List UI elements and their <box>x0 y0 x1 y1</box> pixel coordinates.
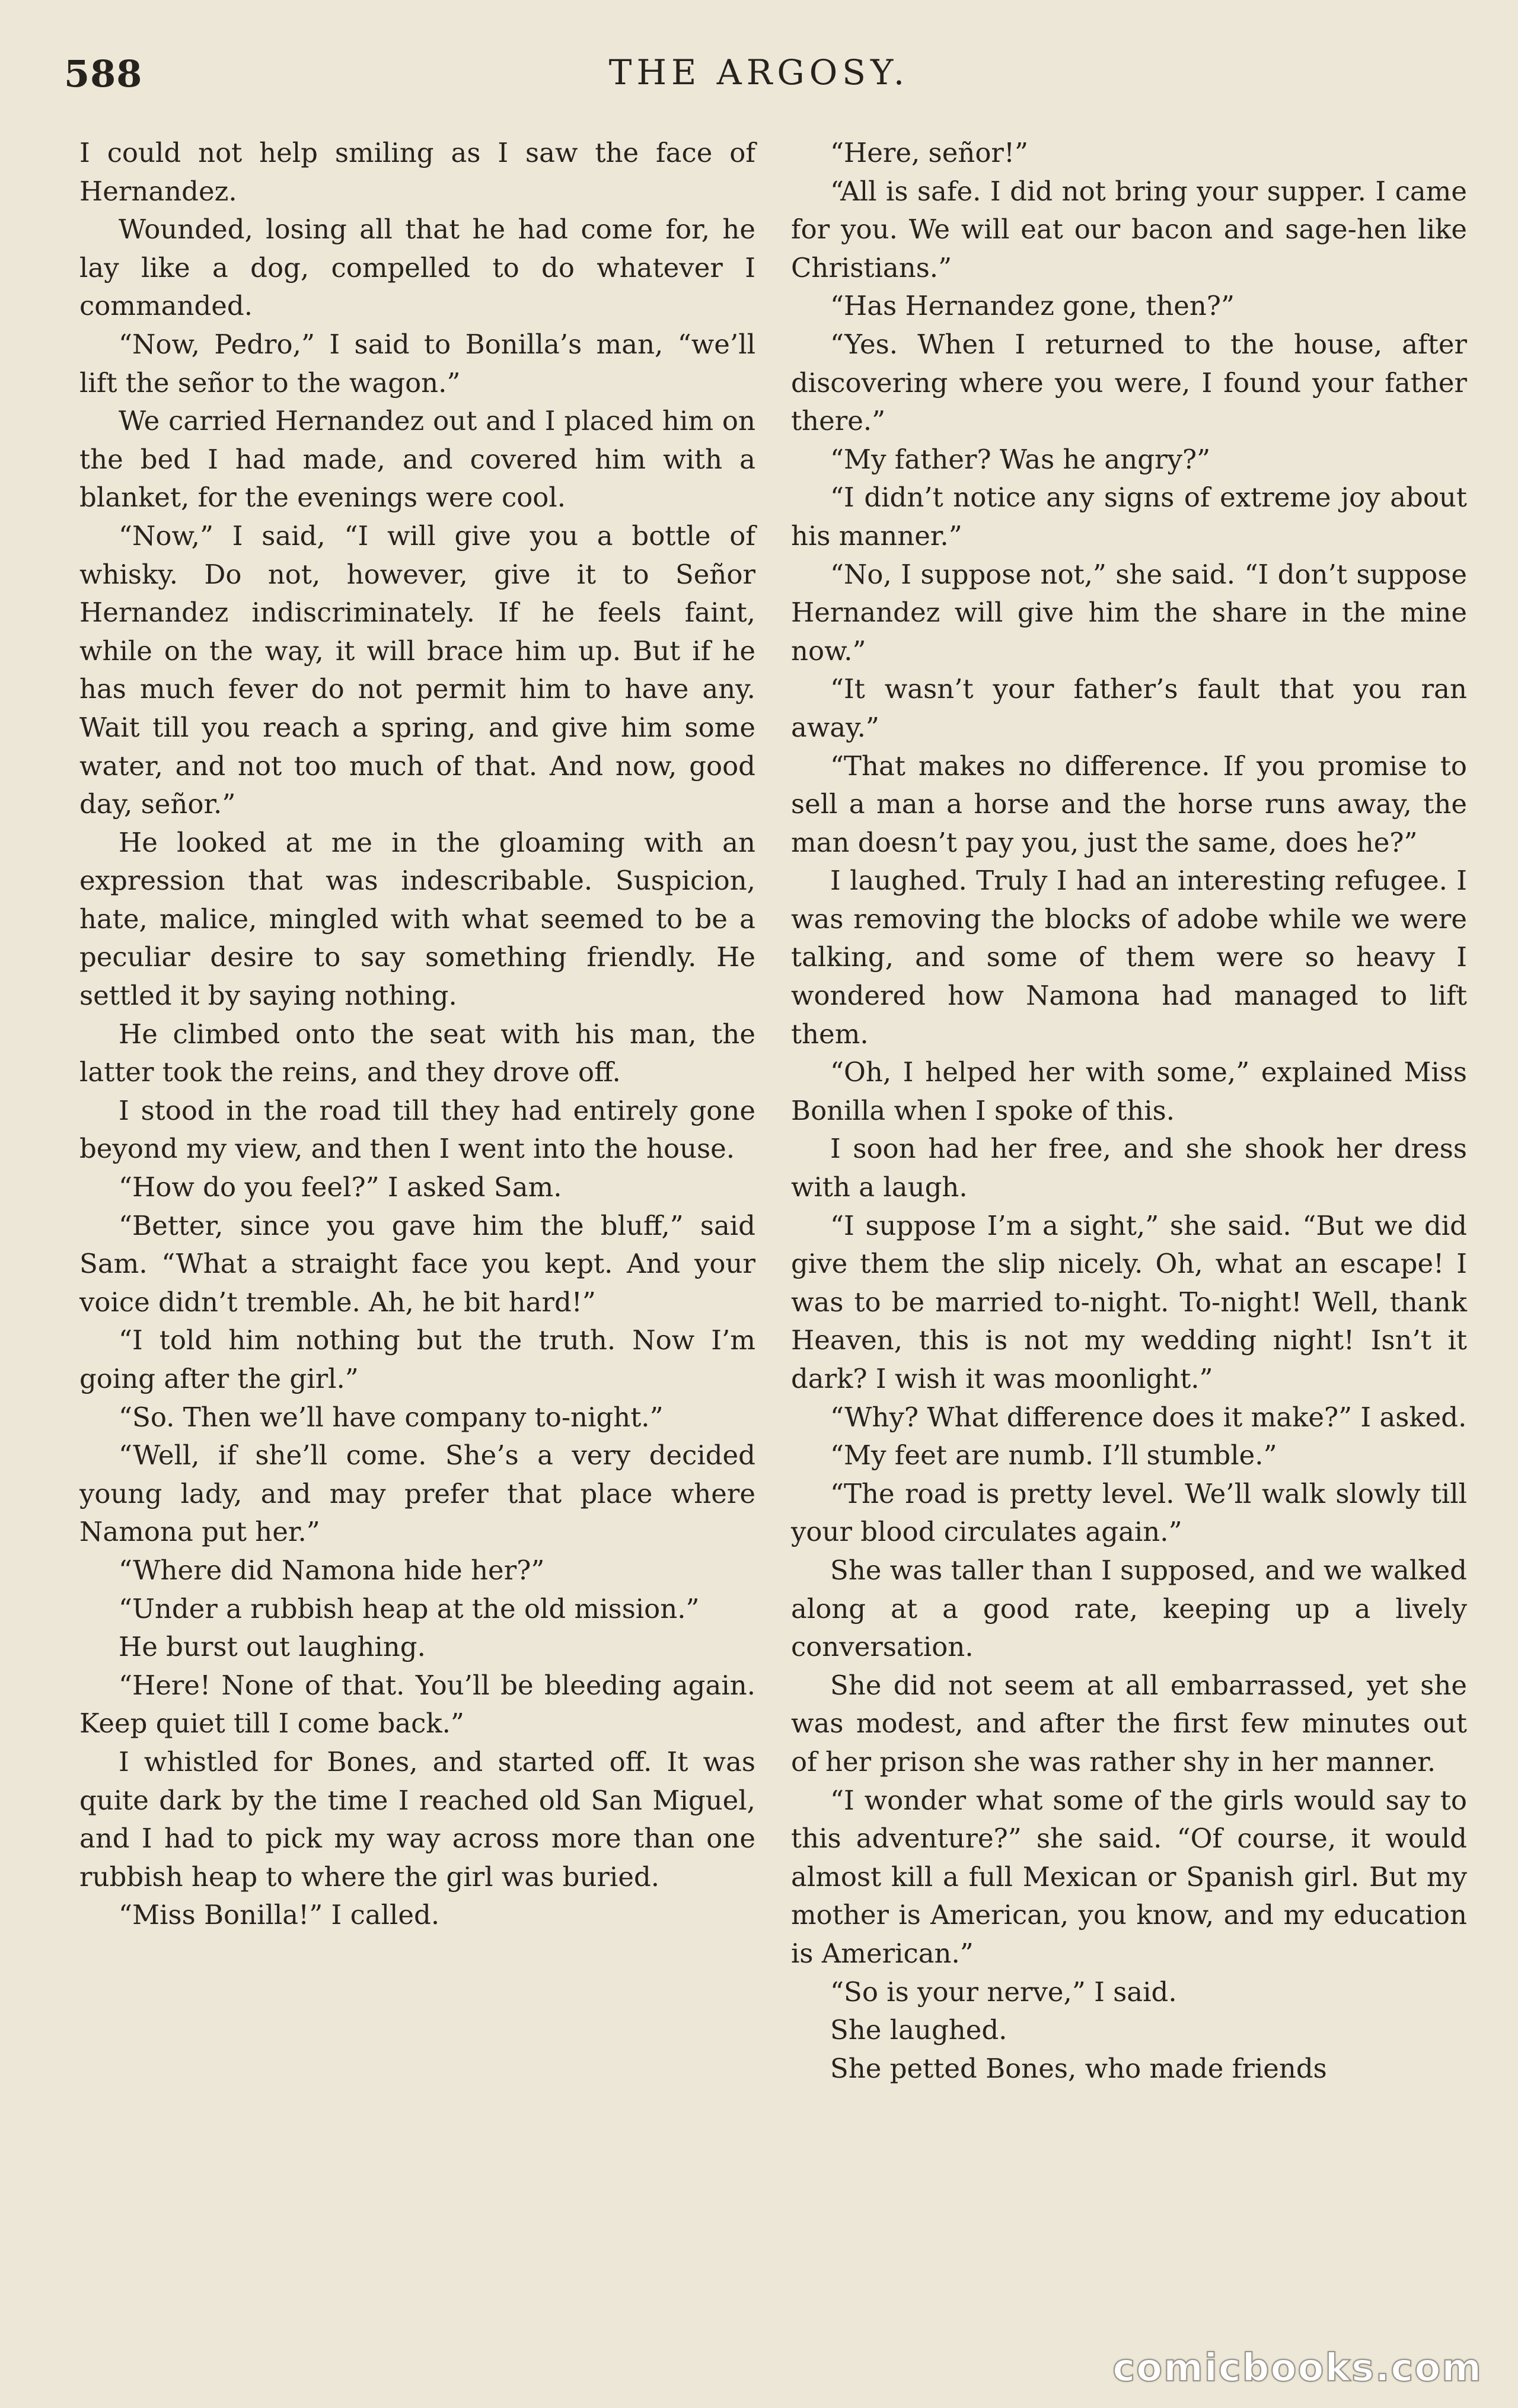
left-column <box>79 134 755 1935</box>
paragraph: “Why? What difference does it make?” I asked. <box>830 1401 1467 1433</box>
paragraph: She petted Bones, who made friends <box>830 2052 1327 2084</box>
paragraph: She did not seem at all embarrassed, yet she was modest, and after the first few minutes out of her prison she was rather shy in her manner. <box>791 1669 1467 1778</box>
paragraph: “Where did Namona hide her?” <box>119 1554 545 1586</box>
paragraph: “That makes no difference. If you promise to sell a man a horse and the horse runs away, the man doesn’t pay you, just the same, does he?” <box>791 750 1467 858</box>
paragraph: “It wasn’t your father’s fault that you ran away.” <box>791 673 1467 743</box>
paragraph: “Here! None of that. You’ll be bleeding again. Keep quiet till I come back.” <box>79 1669 755 1740</box>
paragraph: He burst out laughing. <box>119 1631 426 1663</box>
paragraph: I stood in the road till they had entirely gone beyond my view, and then I went into the house. <box>79 1094 755 1165</box>
paragraph: I could not help smiling as I saw the face of Hernandez. <box>79 137 755 207</box>
watermark: comicbooks.com <box>1112 2346 1482 2390</box>
paragraph: “So is your nerve,” I said. <box>830 1976 1177 2008</box>
paragraph: “How do you feel?” I asked Sam. <box>119 1171 562 1203</box>
paragraph: “I told him nothing but the truth. Now I’m going after the girl.” <box>79 1324 755 1394</box>
paragraph: “All is safe. I did not bring your supper. I came for you. We will eat our bacon and sage-hen like Christians.” <box>791 175 1467 284</box>
paragraph: “Here, señor!” <box>830 137 1029 168</box>
paragraph: He looked at me in the gloaming with an expression that was indescribable. Suspicion, hate, malice, mingled with what seemed to be a peculiar desire to say something friendly. He settled it by saying nothing. <box>79 826 755 1012</box>
paragraph: “My feet are numb. I’ll stumble.” <box>830 1439 1277 1471</box>
paragraph: I laughed. Truly I had an interesting refugee. I was removing the blocks of adobe while we were talking, and some of them were so heavy I wondered how Namona had managed to lift them. <box>791 865 1467 1050</box>
paragraph: “No, I suppose not,” she said. “I don’t suppose Hernandez will give him the share in the mine now.” <box>791 558 1467 667</box>
paragraph: He climbed onto the seat with his man, the latter took the reins, and they drove off. <box>79 1018 755 1088</box>
paragraph: She laughed. <box>830 2014 1007 2046</box>
right-column <box>791 134 1467 2088</box>
paragraph: “So. Then we’ll have company to-night.” <box>119 1401 664 1433</box>
paragraph: She was taller than I supposed, and we walked along at a good rate, keeping up a lively conversation. <box>791 1554 1467 1663</box>
paragraph: “Now,” I said, “I will give you a bottle of whisky. Do not, however, give it to Señor Hernandez indiscriminately. If he feels faint, while on the way, it will brace him up. But if he has much fever do not permit him to have any. Wait till you reach a spring, and give him some water, and not too much of that. And now, good day, señor.” <box>79 520 755 820</box>
paragraph: “Now, Pedro,” I said to Bonilla’s man, “we’ll lift the señor to the wagon.” <box>79 328 755 399</box>
running-title: THE ARGOSY. <box>608 52 910 93</box>
paragraph: “Better, since you gave him the bluff,” said Sam. “What a straight face you kept. And your voice didn’t tremble. Ah, he bit hard!” <box>79 1209 755 1318</box>
paragraph: “Miss Bonilla!” I called. <box>119 1899 440 1931</box>
paragraph: I soon had her free, and she shook her dress with a laugh. <box>791 1133 1467 1203</box>
paragraph: “I suppose I’m a sight,” she said. “But we did give them the slip nicely. Oh, what an escape! I was to be married to-night. To-night! Well, thank Heaven, this is not my wedding night! Isn’t it dark? I wish it was moonlight.” <box>791 1209 1467 1394</box>
paragraph: “Yes. When I returned to the house, after discovering where you were, I found your father there.” <box>791 328 1467 437</box>
paragraph: Wounded, losing all that he had come for, he lay like a dog, compelled to do whatever I commanded. <box>79 214 755 322</box>
paragraph: “Under a rubbish heap at the old mission.” <box>119 1592 700 1625</box>
paragraph: We carried Hernandez out and I placed him on the bed I had made, and covered him with a blanket, for the evenings were cool. <box>79 405 755 514</box>
paragraph: “Oh, I helped her with some,” explained Miss Bonilla when I spoke of this. <box>791 1056 1467 1126</box>
paragraph: “Well, if she’ll come. She’s a very decided young lady, and may prefer that place where Namona put her.” <box>79 1439 755 1548</box>
paragraph: “I wonder what some of the girls would say to this adventure?” she said. “Of course, it would almost kill a full Mexican or Spanish girl. But my mother is American, you know, and my education is American.” <box>791 1784 1467 1969</box>
paragraph: “The road is pretty level. We’ll walk slowly till your blood circulates again.” <box>791 1477 1467 1548</box>
page-number: 588 <box>64 52 143 95</box>
paragraph: “I didn’t notice any signs of extreme joy about his manner.” <box>791 482 1467 552</box>
paragraph: “My father? Was he angry?” <box>830 443 1211 475</box>
paragraph: I whistled for Bones, and started off. It was quite dark by the time I reached old San Miguel, and I had to pick my way across more than one rubbish heap to where the girl was buried. <box>79 1746 755 1893</box>
paragraph: “Has Hernandez gone, then?” <box>830 290 1235 322</box>
